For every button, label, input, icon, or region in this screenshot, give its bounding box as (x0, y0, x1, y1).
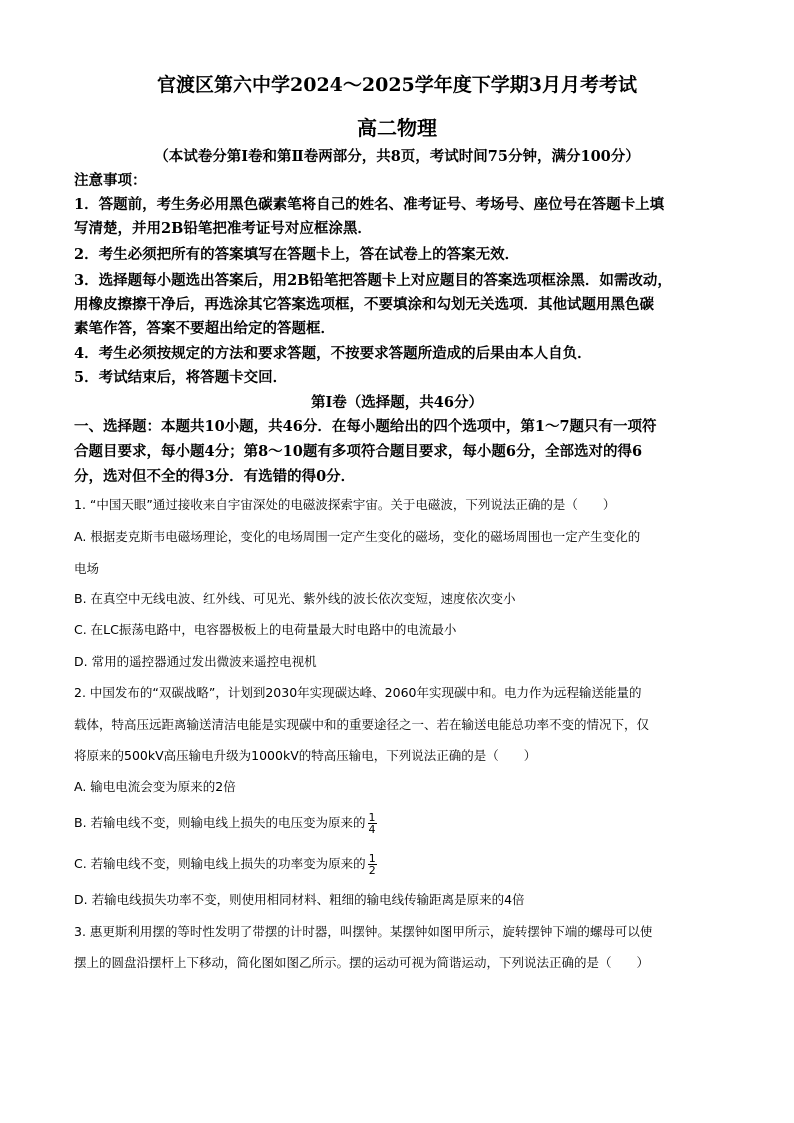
section-intro: 一、选择题：本题共10小题，共46分．在每小题给出的四个选项中，第1～7题只有一项符 (74, 418, 657, 435)
q2-option-b-text: B. 若输电线不变，则输电线上损失的电压变为原来的 (74, 815, 366, 830)
q1-stem: 1. “中国天眼”通过接收来自宇宙深处的电磁波探索宇宙。关于电磁波，下列说法正确的是（ ） (74, 497, 616, 512)
section-heading: 第Ⅰ卷（选择题，共46分） (311, 394, 483, 411)
fraction (368, 812, 377, 835)
q1-option-a: A. 根据麦克斯韦电磁场理论，变化的电场周围一定产生变化的磁场，变化的磁场周围也一定产生变化的 (74, 529, 641, 544)
fraction-numerator: 1 (368, 811, 376, 824)
q2-option-d: D. 若输电线损失功率不变，则使用相同材料、粗细的输电线传输距离是原来的4倍 (74, 892, 525, 907)
notes-heading: 注意事项： (74, 172, 147, 189)
section-intro: 分，选对但不全的得3分．有选错的得0分． (74, 468, 356, 485)
fraction-denominator: 2 (368, 864, 376, 877)
fraction-denominator: 4 (368, 823, 376, 836)
exam-title: 官渡区第六中学2024～2025学年度下学期3月月考考试 (157, 74, 637, 96)
q1-option-a-cont: 电场 (74, 561, 100, 576)
notes-line: 4．考生必须按规定的方法和要求答题，不按要求答题所造成的后果由本人自负． (74, 345, 592, 362)
notes-line: 5．考试结束后，将答题卡交回． (74, 369, 288, 386)
notes-line: 素笔作答，答案不要超出给定的答题框． (74, 320, 335, 337)
q2-stem: 将原来的500kV高压输电升级为1000kV的特高压输电，下列说法正确的是（ ） (74, 748, 537, 763)
subject-title: 高二物理 (357, 116, 437, 140)
fraction (368, 853, 377, 876)
q2-stem: 载体，特高压远距离输送清洁电能是实现碳中和的重要途径之一、若在输送电能总功率不变的情况下，仅 (74, 717, 650, 732)
q1-option-d: D. 常用的遥控器通过发出微波来遥控电视机 (74, 654, 317, 669)
q1-option-b: B. 在真空中无线电波、红外线、可见光、紫外线的波长依次变短，速度依次变小 (74, 591, 516, 606)
fraction-numerator: 1 (368, 852, 376, 865)
q2-option-a: A. 输电电流会变为原来的2倍 (74, 779, 236, 794)
q3-stem: 摆上的圆盘沿摆杆上下移动，简化图如图乙所示。摆的运动可视为简谐运动，下列说法正确的是（ ） (74, 955, 650, 970)
section-intro: 合题目要求，每小题4分；第8～10题有多项符合题目要求，每小题6分，全部选对的得6 (74, 443, 643, 460)
notes-line: 3．选择题每小题选出答案后，用2B铅笔把答题卡上对应题目的答案选项框涂黑．如需改动， (74, 272, 672, 289)
notes-line: 用橡皮擦擦干净后，再选涂其它答案选项框，不要填涂和勾划无关选项．其他试题用黑色碳 (74, 296, 654, 313)
notes-line: 写清楚，并用2B铅笔把准考证号对应框涂黑． (74, 220, 372, 237)
q1-option-c: C. 在LC振荡电路中，电容器极板上的电荷量最大时电路中的电流最小 (74, 622, 457, 637)
notes-line: 2．考生必须把所有的答案填写在答题卡上，答在试卷上的答案无效． (74, 246, 520, 263)
q2-option-b (74, 812, 734, 835)
q2-option-c (74, 853, 734, 876)
exam-info: （本试卷分第Ⅰ卷和第Ⅱ卷两部分，共8页，考试时间75分钟，满分100分） (154, 148, 640, 165)
q2-option-c-text: C. 若输电线不变，则输电线上损失的功率变为原来的 (74, 856, 366, 871)
q3-stem: 3. 惠更斯利用摆的等时性发明了带摆的计时器，叫摆钟。某摆钟如图甲所示，旋转摆钟下端的螺母可以使 (74, 924, 653, 939)
q2-stem: 2. 中国发布的“双碳战略”，计划到2030年实现碳达峰、2060年实现碳中和。电力作为远程输送能量的 (74, 685, 642, 700)
notes-line: 1．答题前，考生务必用黑色碳素笔将自己的姓名、准考证号、考场号、座位号在答题卡上填 (74, 196, 665, 213)
